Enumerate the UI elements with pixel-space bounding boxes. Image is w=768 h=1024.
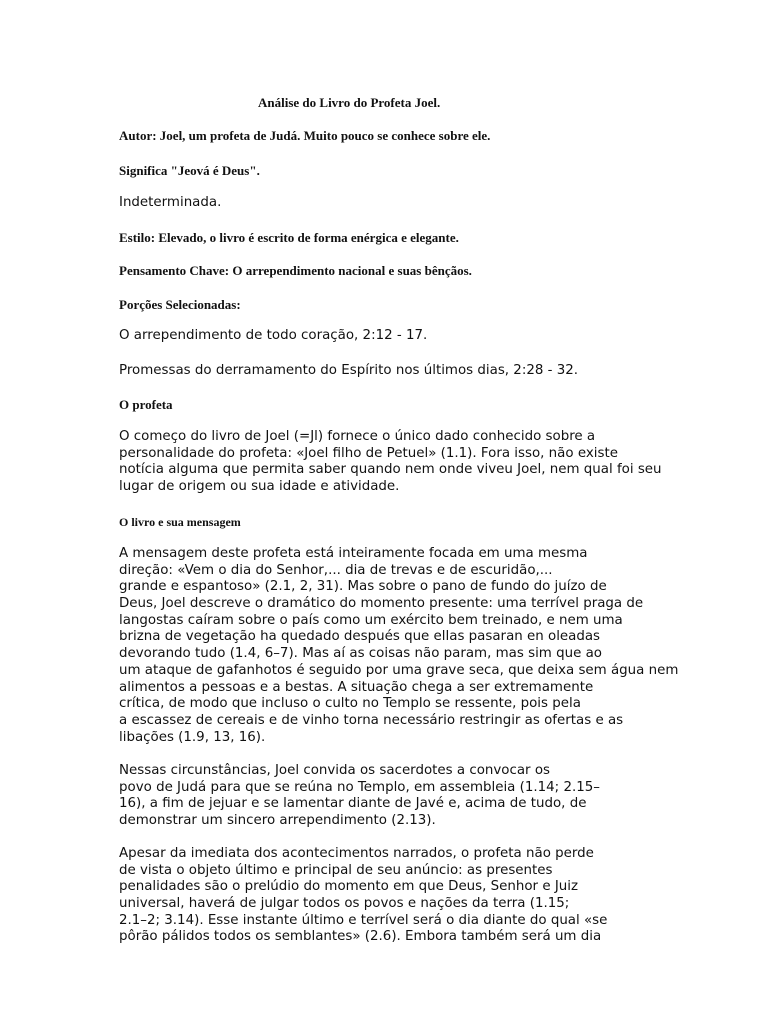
paragraph-line: A mensagem deste profeta está inteiramente focada em uma mesma — [119, 546, 588, 561]
paragraph-line: demonstrar um sincero arrependimento (2.13). — [119, 813, 436, 829]
book-paragraph-1 — [119, 546, 679, 746]
book-heading: O livro e sua mensagem — [119, 515, 241, 529]
paragraph-line: Apesar da imediata dos acontecimentos narrados, o profeta não perde — [119, 846, 594, 861]
paragraph-line: Deus, Joel descreve o dramático do momento presente: uma terrível praga de — [119, 596, 644, 612]
prophet-heading: O profeta — [119, 397, 173, 412]
paragraph-line: devorando tudo (1.4, 6–7). Mas aí as coisas não param, mas sim que ao — [119, 646, 602, 662]
portion-item: Promessas do derramamento do Espírito nos últimos dias, 2:28 - 32. — [119, 363, 579, 378]
paragraph-line: brizna de vegetação ha quedado después que ellas pasaran en oleadas — [119, 629, 601, 645]
book-paragraph-3 — [119, 846, 672, 946]
paragraph-line: personalidade do profeta: «Joel filho de Petuel» (1.1). Fora isso, não existe — [119, 445, 618, 461]
author-line: Autor: Joel, um profeta de Judá. Muito pouco se conhece sobre ele. — [119, 128, 491, 143]
paragraph-line: 16), a fim de jejuar e se lamentar diante de Javé e, acima de tudo, de — [119, 796, 587, 812]
paragraph-line: a escassez de cereais e de vinho torna necessário restringir as ofertas e as — [119, 712, 624, 728]
selected-portions-heading: Porções Selecionadas: — [119, 297, 241, 312]
paragraph-line: de vista o objeto último e principal de seu anúncio: as presentes — [119, 862, 553, 878]
paragraph-line: penalidades são o prelúdio do momento em que Deus, Senhor e Juiz — [119, 879, 579, 895]
paragraph-line: universal, haverá de julgar todos os povos e nações da terra (1.15; — [119, 896, 570, 912]
paragraph-line: notícia alguma que permita saber quando nem onde viveu Joel, nem qual foi seu — [119, 462, 662, 478]
paragraph-line: grande e espantoso» (2.1, 2, 31). Mas sobre o pano de fundo do juízo de — [119, 579, 607, 595]
date-line: Indeterminada. — [119, 195, 222, 210]
paragraph-line: alimentos a pessoas e a bestas. A situação chega a ser extremamente — [119, 679, 594, 695]
paragraph-line: crítica, de modo que incluso o culto no Templo se ressente, pois pela — [119, 696, 581, 712]
portion-item: O arrependimento de todo coração, 2:12 - 17. — [119, 328, 428, 343]
paragraph-line: povo de Judá para que se reúna no Templo, em assembleia (1.14; 2.15– — [119, 779, 600, 795]
paragraph-line: lugar de origem ou sua idade e atividade. — [119, 479, 400, 495]
paragraph-line: um ataque de gafanhotos é seguido por uma grave seca, que deixa sem água nem — [119, 662, 679, 678]
key-thought-line: Pensamento Chave: O arrependimento nacional e suas bênçãos. — [119, 263, 472, 278]
prophet-paragraph — [119, 429, 717, 496]
style-line: Estilo: Elevado, o livro é escrito de forma enérgica e elegante. — [119, 230, 459, 245]
book-paragraph-2 — [119, 763, 672, 830]
paragraph-line: O começo do livro de Joel (=Jl) fornece o único dado conhecido sobre a — [119, 429, 596, 444]
paragraph-line: 2.1–2; 3.14). Esse instante último e terrível será o dia diante do qual «se — [119, 912, 608, 928]
meaning-line: Significa "Jeová é Deus". — [119, 163, 260, 178]
paragraph-line: direção: «Vem o dia do Senhor,... dia de trevas e de escuridão,... — [119, 562, 553, 578]
paragraph-line: Nessas circunstâncias, Joel convida os sacerdotes a convocar os — [119, 763, 550, 778]
paragraph-line: libações (1.9, 13, 16). — [119, 729, 266, 745]
paragraph-line: langostas caíram sobre o país como um exército bem treinado, e nem uma — [119, 612, 623, 628]
document-title: Análise do Livro do Profeta Joel. — [258, 95, 441, 110]
paragraph-line: pôrão pálidos todos os semblantes» (2.6). Embora também será um dia — [119, 929, 602, 945]
